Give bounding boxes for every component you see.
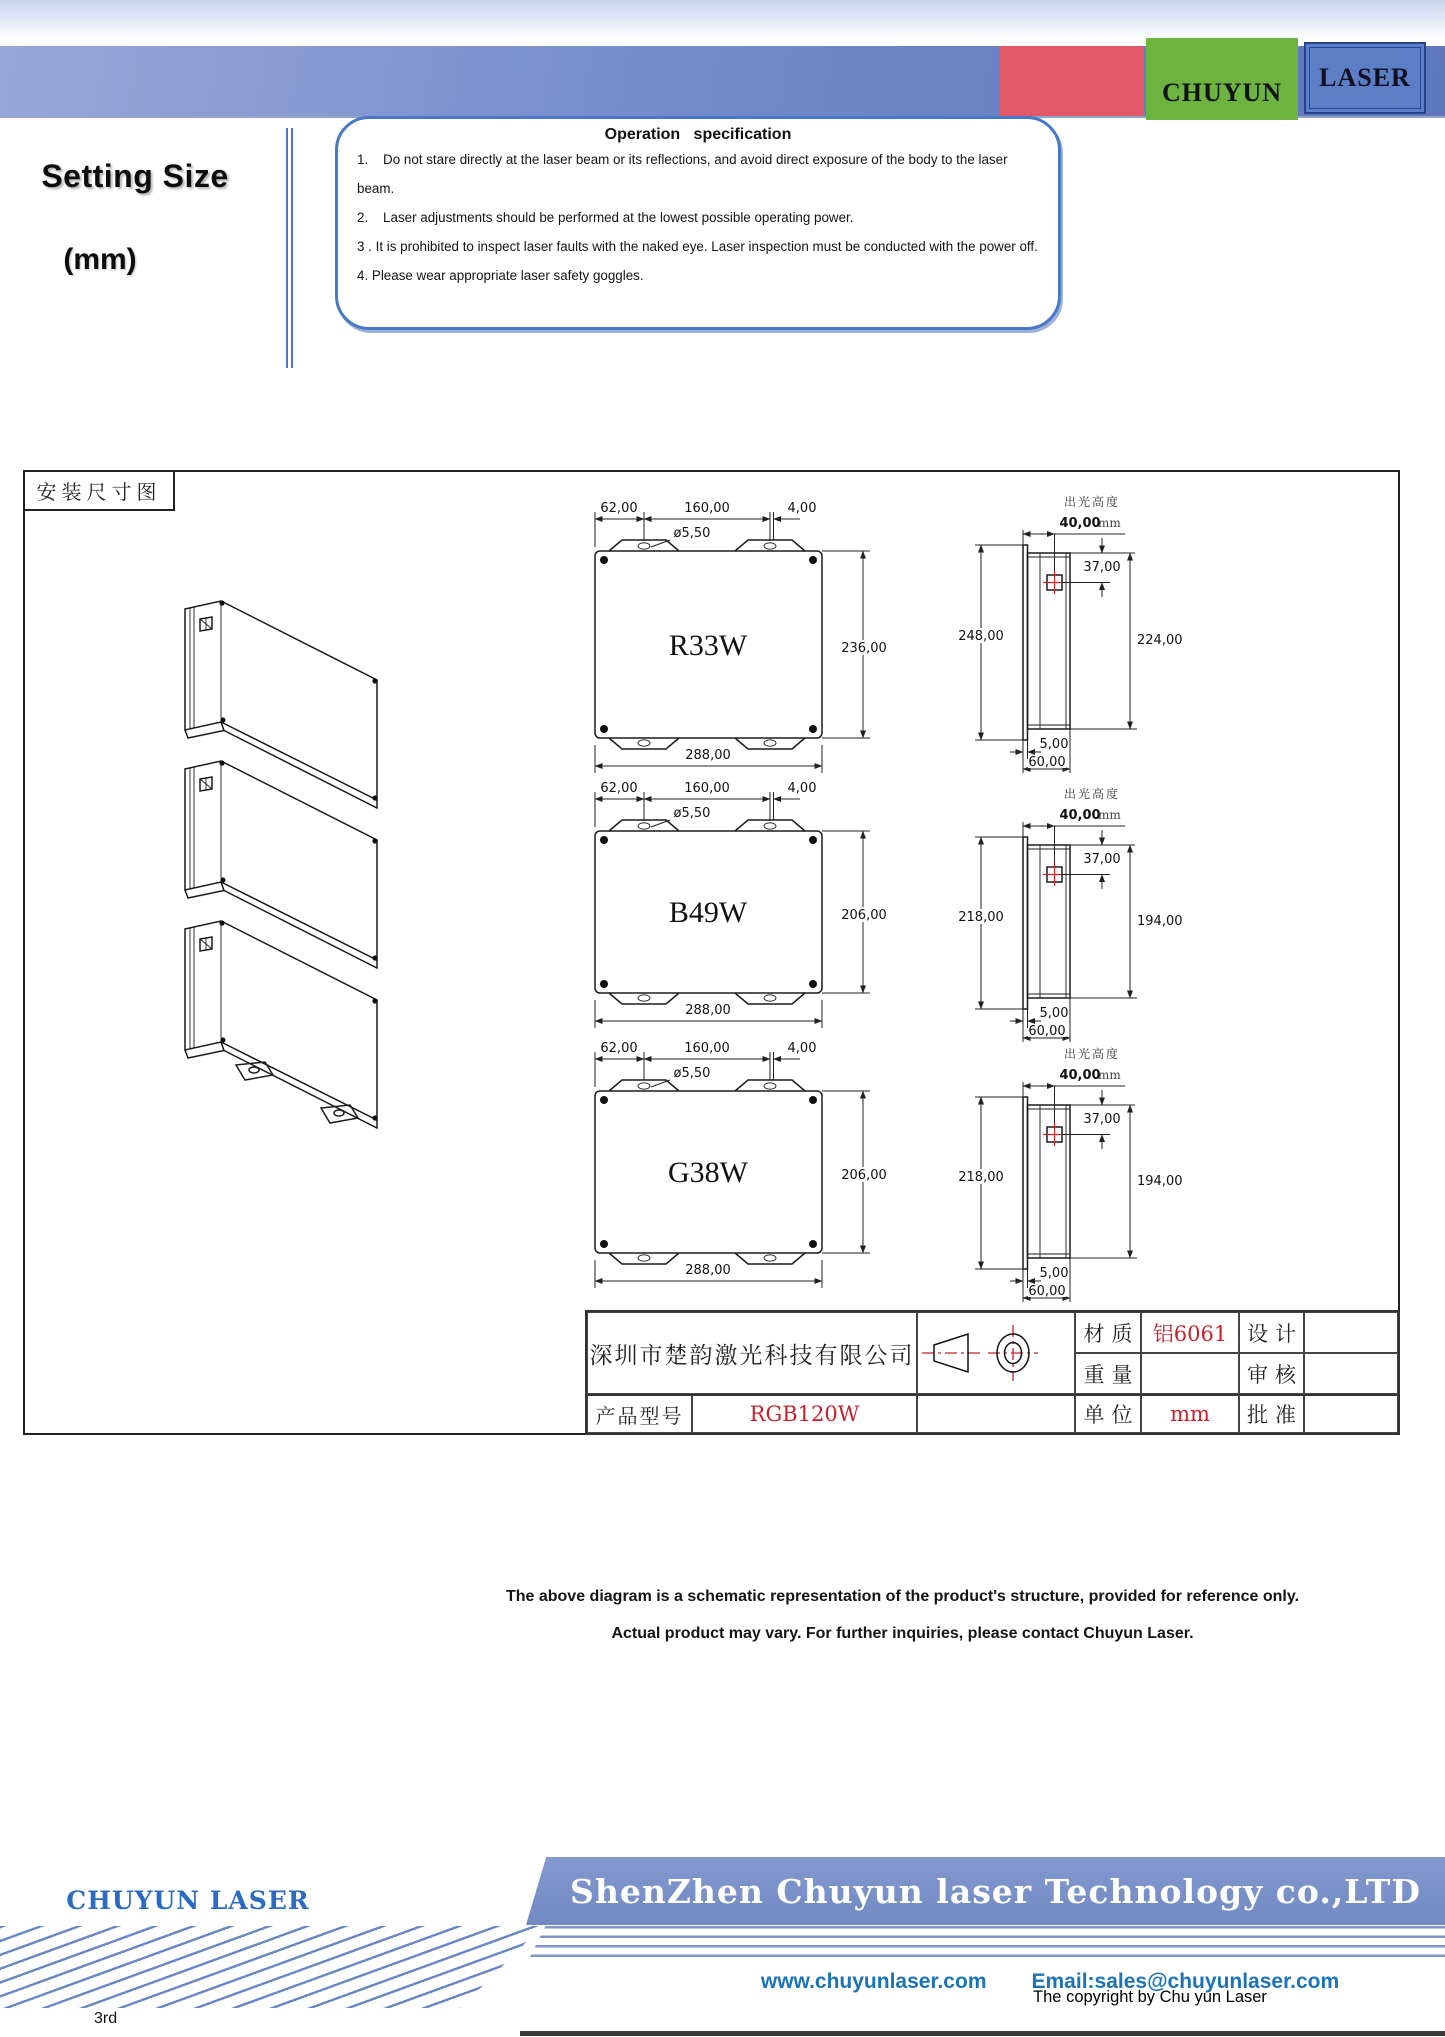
logo-laser-frame [1309,47,1421,109]
drawing-frame-label: 安装尺寸图 [25,472,175,511]
dim-height: 236,00 [841,641,887,656]
beam-height-value: 40,00 [1059,808,1101,823]
dim-outer-height: 218,00 [958,1170,1004,1185]
disclaimer [360,1578,1445,1652]
dim-top-right: 4,00 [787,501,817,516]
product-model-value: RGB120W [692,1394,917,1433]
unit-value: mm [1141,1394,1239,1433]
dim-width: 288,00 [685,1263,731,1278]
weight-label: 重量 [1075,1353,1141,1394]
approve-value [1304,1394,1398,1433]
model-label: R33W [668,629,748,662]
dim-top-left: 62,00 [600,501,638,516]
dim-inner-height: 194,00 [1137,1174,1183,1189]
beam-height-unit: mm [1098,516,1121,530]
dim-depth: 60,00 [1028,1284,1066,1299]
iso-foot-1-hole [249,1067,259,1073]
logo-green-block [1146,38,1298,120]
operation-spec-box [335,116,1061,330]
iso-foot-2-hole [334,1110,344,1116]
title-block-empty-cell [917,1394,1075,1433]
beam-height-label: 出光高度 [1063,787,1121,801]
dim-depth: 60,00 [1028,1024,1066,1039]
iso-foot-2 [321,1105,358,1123]
footer-bottom-bar [520,2031,1445,2036]
footer-revision: 3rd [94,2010,118,2027]
front-view-b49w [570,770,920,1070]
dim-top-offset: 37,00 [1083,852,1121,867]
logo-blue-block [1304,42,1426,114]
dim-outer-height: 248,00 [958,629,1004,644]
dim-inner-height: 194,00 [1137,914,1183,929]
isometric-view [128,562,438,1162]
dim-inner-height: 224,00 [1137,633,1183,648]
operation-spec-item-1: 1. Do not stare directly at the laser beam or its reflections, and avoid direct exposure of the body to the laser beam. [357,152,1012,196]
review-value [1304,1353,1398,1394]
approve-label: 批准 [1239,1394,1304,1433]
dim-top-mid: 160,00 [684,781,730,796]
model-label: B49W [668,896,748,929]
dim-outer-height: 218,00 [958,910,1004,925]
iso-module-1 [185,600,378,808]
dim-top-right: 4,00 [787,781,817,796]
dim-hole: ø5,50 [673,1066,711,1081]
design-label: 设计 [1239,1312,1304,1353]
dim-top-mid: 160,00 [684,1041,730,1056]
dim-flange: 5,00 [1039,1006,1069,1021]
iso-module-2 [185,760,378,968]
iso-module-3 [185,920,378,1128]
projection-symbol-cell [917,1312,1075,1394]
beam-height-label: 出光高度 [1063,495,1121,509]
dim-height: 206,00 [841,908,887,923]
dim-top-right: 4,00 [787,1041,817,1056]
dim-hole: ø5,50 [673,806,711,821]
footer-horizontal-stripes [527,1926,1445,1963]
dim-flange: 5,00 [1039,1266,1069,1281]
disclaimer-line-1: The above diagram is a schematic representation of the product's structure, provided for reference only. [505,1588,1300,1605]
material-label: 材质 [1075,1312,1141,1353]
logo-chuyun-text: CHUYUN [1161,78,1283,107]
dim-width: 288,00 [685,1003,731,1018]
vertical-divider [286,128,293,368]
dim-top-left: 62,00 [600,1041,638,1056]
operation-spec-item-2: 2. Laser adjustments should be performed at the lowest possible operating power. [357,210,854,225]
front-view-g38w [570,1030,920,1330]
page-title: Setting Size [41,158,229,194]
beam-height-label: 出光高度 [1063,1047,1121,1061]
operation-spec-item-3: 3 . It is prohibited to inspect laser faults with the naked eye. Laser inspection must be conducted with the power off. [357,239,1038,254]
dim-top-offset: 37,00 [1083,560,1121,575]
side-view-r33w [940,478,1240,798]
footer-copyright: The copyright by Chu yun Laser [1033,1988,1267,2006]
weight-value [1141,1353,1239,1394]
disclaimer-line-2: Actual product may vary. For further inquiries, please contact Chuyun Laser. [611,1625,1194,1642]
beam-height-unit: mm [1098,808,1121,822]
dim-top-offset: 37,00 [1083,1112,1121,1127]
product-model-label: 产品型号 [587,1394,692,1433]
unit-label: 单位 [1075,1394,1141,1433]
dim-depth: 60,00 [1028,755,1066,770]
title-block [585,1310,1400,1435]
beam-height-value: 40,00 [1059,1068,1101,1083]
dim-flange: 5,00 [1039,737,1069,752]
side-view-g38w [940,1030,1240,1350]
footer-company-name: ShenZhen Chuyun laser Technology co.,LTD [570,1871,1421,1911]
operation-spec-item-4: 4. Please wear appropriate laser safety goggles. [357,268,644,283]
dim-height: 206,00 [841,1168,887,1183]
front-view-r33w [570,490,920,790]
logo-red-block [1000,46,1144,116]
beam-height-unit: mm [1098,1068,1121,1082]
model-label: G38W [668,1156,748,1189]
first-angle-projection-icon [918,1313,1074,1393]
email-link[interactable]: Email:sales@chuyunlaser.com [1031,1970,1340,1993]
website-link[interactable]: www.chuyunlaser.com [760,1970,987,1993]
operation-spec-title: Operation specification [604,126,792,143]
logo-laser-text: LASER [1319,63,1411,92]
dim-hole: ø5,50 [673,526,711,541]
page-title-unit: (mm) [63,243,137,276]
dim-top-left: 62,00 [600,781,638,796]
review-label: 审核 [1239,1353,1304,1394]
dim-top-mid: 160,00 [684,501,730,516]
material-value: 铝6061 [1141,1312,1239,1353]
dim-width: 288,00 [685,748,731,763]
design-value [1304,1312,1398,1353]
iso-foot-1 [236,1062,273,1080]
beam-height-value: 40,00 [1059,516,1101,531]
footer-diagonal-stripes [0,1926,548,2008]
title-block-company: 深圳市楚韵激光科技有限公司 [587,1312,917,1394]
footer-brand: CHUYUN LASER [66,1886,310,1915]
